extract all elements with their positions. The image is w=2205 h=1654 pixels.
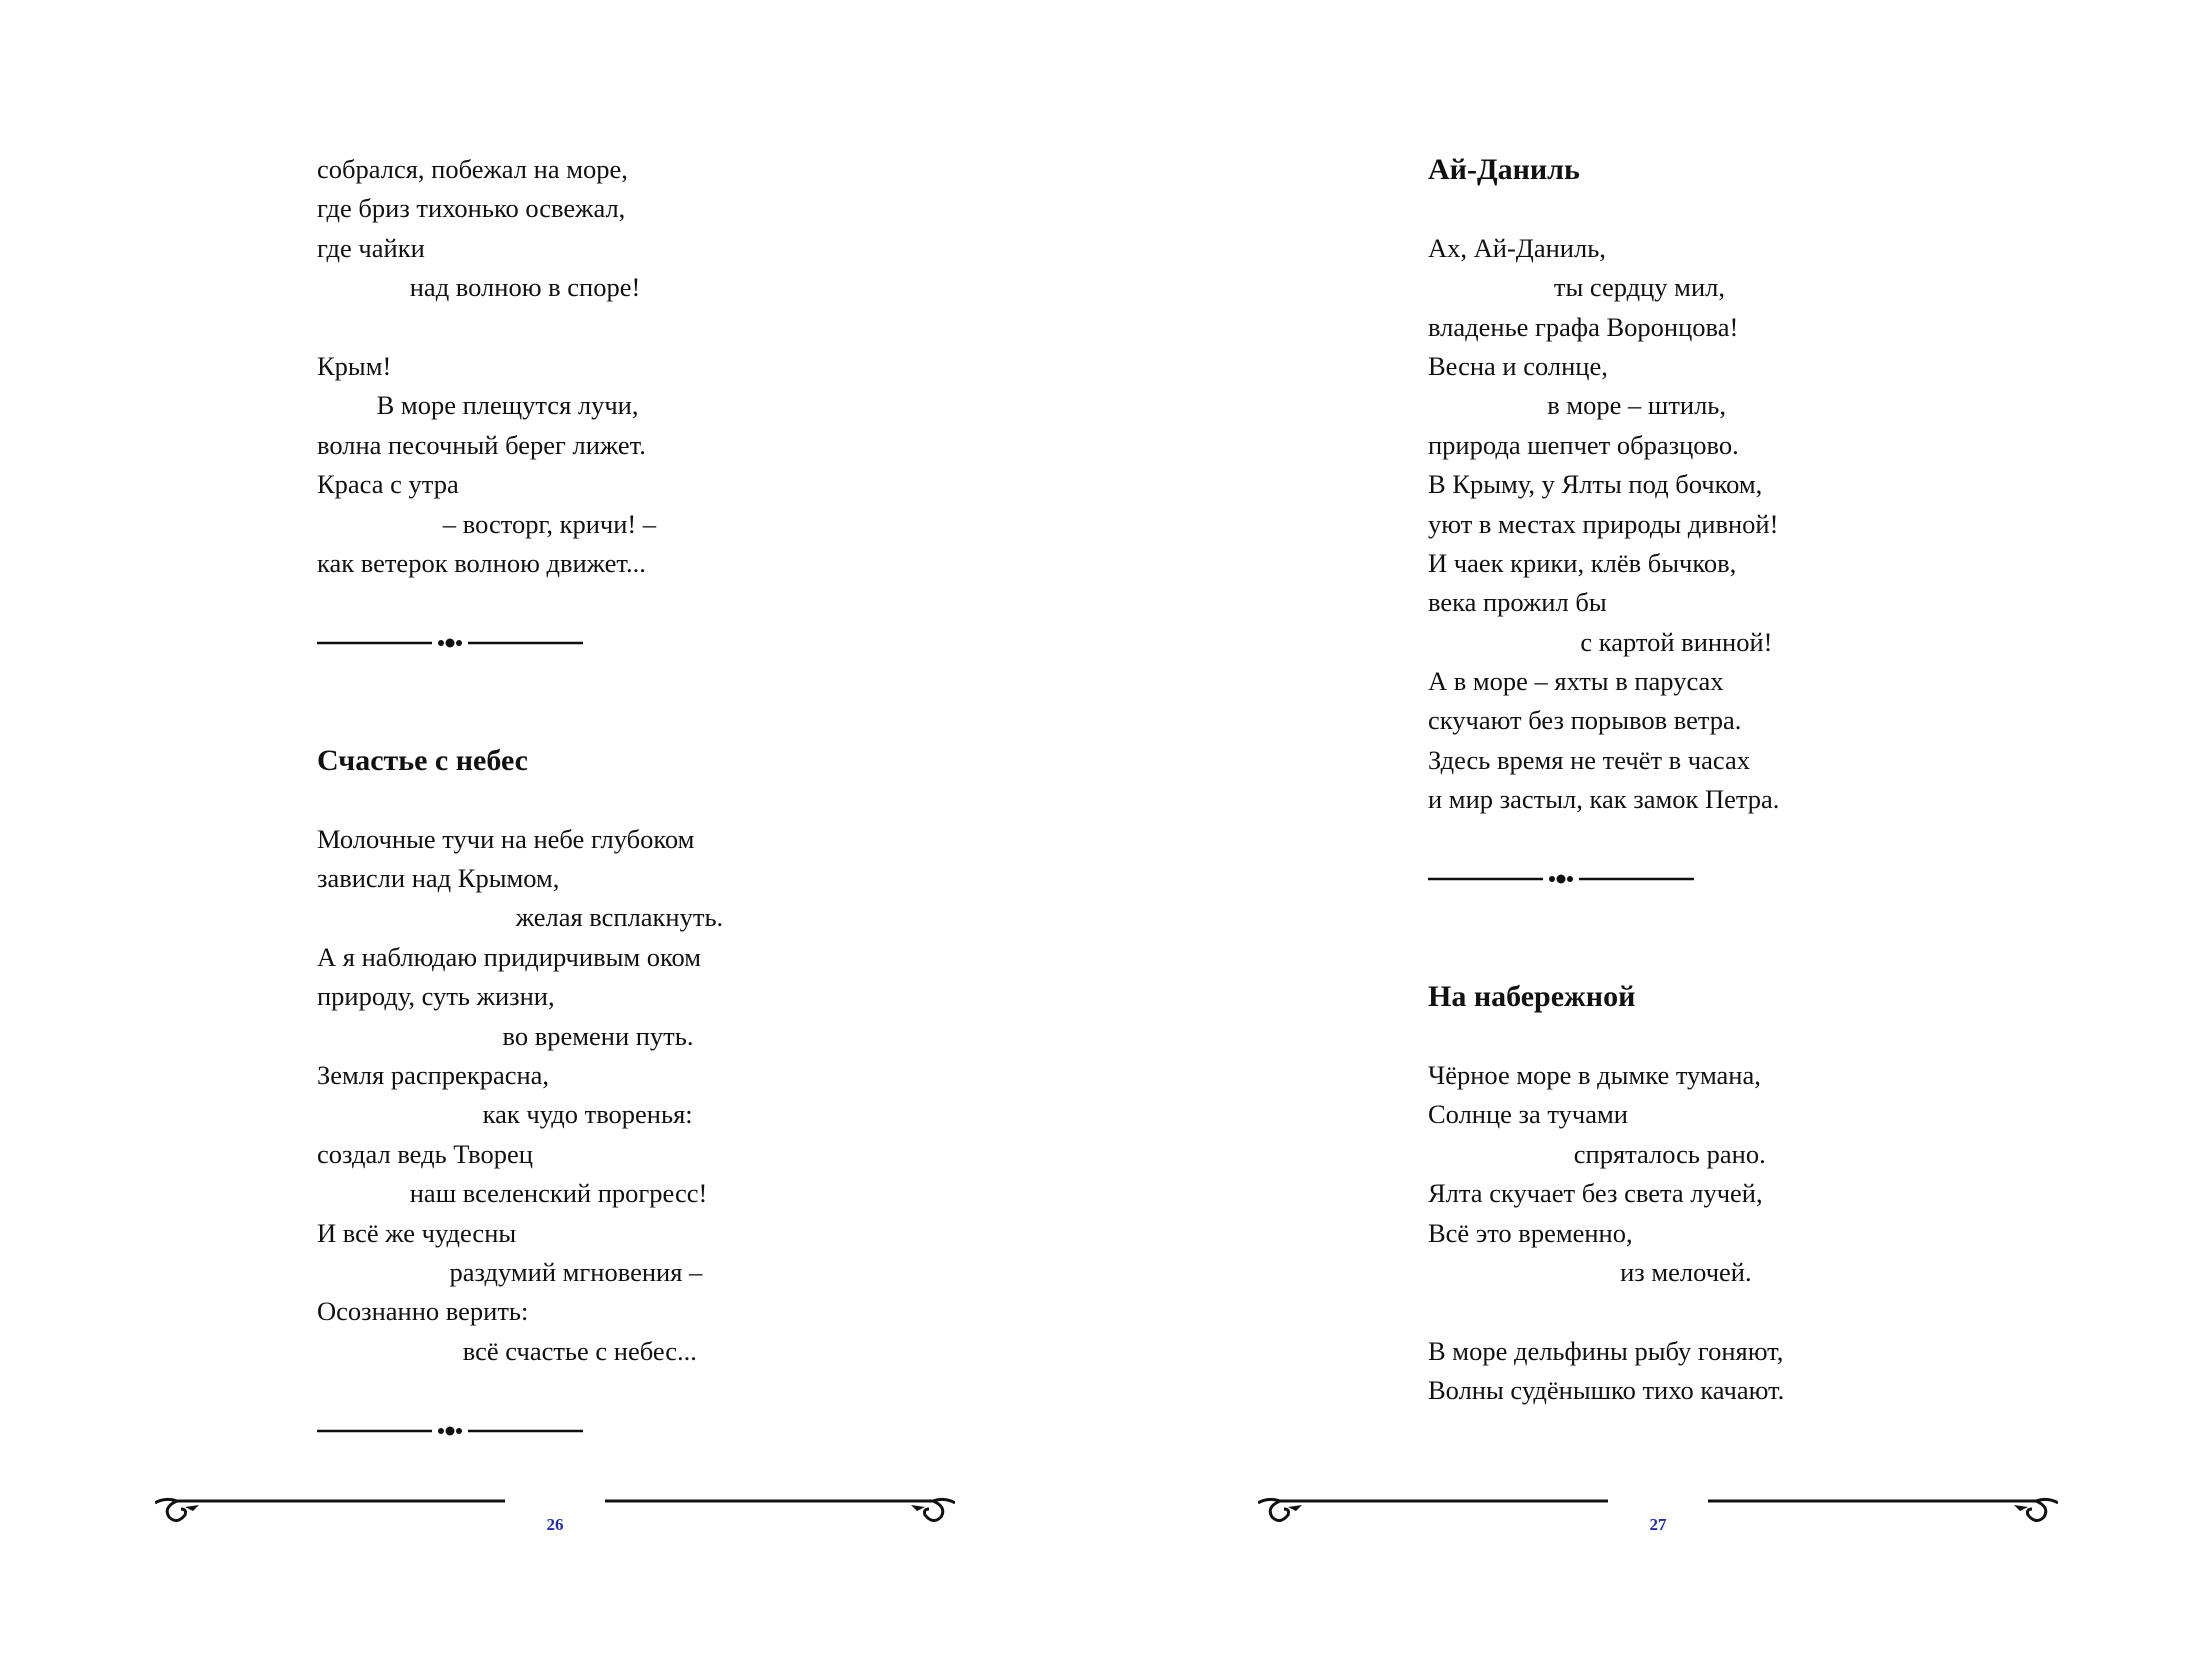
poem-line: волна песочный берег лижет. <box>317 429 646 460</box>
section-separator <box>317 1411 723 1450</box>
poem-line: И всё же чудесны <box>317 1217 517 1248</box>
poem-line: Ялта скучает без света лучей, <box>1428 1178 1763 1209</box>
poem-line: В Крыму, у Ялты под бочком, <box>1428 469 1763 500</box>
page-footer <box>1258 1495 2058 1555</box>
page-number: 27 <box>1649 1515 1667 1534</box>
poem-line: А я наблюдаю придирчивым оком <box>317 941 702 972</box>
poem-line: спряталось рано. <box>1428 1138 1766 1169</box>
poem-line: Солнце за тучами <box>1428 1099 1628 1130</box>
poem-line: природа шепчет образцово. <box>1428 429 1739 460</box>
poem-line: Молочные тучи на небе глубоком <box>317 823 695 854</box>
separator-ornament-icon <box>1428 869 1698 889</box>
poem-line: Крым! <box>317 350 392 381</box>
poem-title: На набережной <box>1428 980 1636 1014</box>
poem-title: Ай-Даниль <box>1428 153 1580 186</box>
page-number: 26 <box>546 1515 564 1534</box>
section-separator <box>1428 859 1784 898</box>
page-left <box>0 0 1102 1654</box>
poem-line: в море – штиль, <box>1428 390 1727 421</box>
poem-line <box>1428 1292 1784 1331</box>
poem-line: всё счастье с небес... <box>317 1335 697 1366</box>
poem-line: ты сердцу мил, <box>1428 272 1725 303</box>
page-right <box>1103 0 2205 1654</box>
poem-line: А в море – яхты в парусах <box>1428 666 1724 697</box>
separator-ornament-icon <box>317 633 587 653</box>
poem-line: Земля распрекрасна, <box>317 1059 550 1090</box>
poem-line: с картой винной! <box>1428 626 1773 657</box>
poem-line: В море дельфины рыбу гоняют, <box>1428 1335 1784 1366</box>
poem-column-right <box>1428 150 1784 1411</box>
page-footer <box>155 1495 955 1555</box>
poem-line: природу, суть жизни, <box>317 981 555 1012</box>
poem-line: собрался, побежал на море, <box>317 154 628 184</box>
poem-line: Краса с утра <box>317 469 459 500</box>
poem-line: как ветерок волною движет... <box>317 547 646 578</box>
poem-line: из мелочей. <box>1428 1256 1752 1287</box>
poem-line: зависли над Крымом, <box>317 863 560 894</box>
poem-line: где чайки <box>317 232 425 263</box>
poem-line: Весна и солнце, <box>1428 350 1608 381</box>
poem-line: создал ведь Творец <box>317 1138 533 1169</box>
poem-line: владенье графа Воронцова! <box>1428 311 1739 342</box>
poem-line: где бриз тихонько освежал, <box>317 193 626 224</box>
section-separator <box>317 623 723 662</box>
poem-line: наш вселенский прогресс! <box>317 1178 708 1209</box>
poem-line: Осознанно верить: <box>317 1296 529 1327</box>
poem-column-left <box>317 150 723 1450</box>
separator-ornament-icon <box>317 1421 587 1441</box>
poem-line: И чаек крики, клёв бычков, <box>1428 547 1737 578</box>
poem-line: века прожил бы <box>1428 587 1607 618</box>
poem-line: скучают без порывов ветра. <box>1428 705 1742 736</box>
poem-line: – восторг, кричи! – <box>317 508 657 539</box>
poem-line: Чёрное море в дымке тумана, <box>1428 1059 1761 1090</box>
poem-line: и мир застыл, как замок Петра. <box>1428 784 1780 815</box>
poem-line: уют в местах природы дивной! <box>1428 508 1779 539</box>
poem-line: В море плещутся лучи, <box>317 390 639 421</box>
poem-line: над волною в споре! <box>317 272 641 303</box>
poem-line: во времени путь. <box>317 1020 694 1051</box>
poem-line: раздумий мгновения – <box>317 1256 703 1287</box>
poem-title: Счастье с небес <box>317 743 528 777</box>
poem-line: Здесь время не течёт в часах <box>1428 744 1750 775</box>
poem-line: как чудо творенья: <box>317 1099 693 1130</box>
poem-line: Ах, Ай-Даниль, <box>1428 232 1606 263</box>
poem-line: желая всплакнуть. <box>317 902 724 933</box>
poem-line <box>317 308 723 347</box>
poem-line: Всё это временно, <box>1428 1217 1633 1248</box>
poem-line: Волны судёнышко тихо качают. <box>1428 1375 1785 1406</box>
